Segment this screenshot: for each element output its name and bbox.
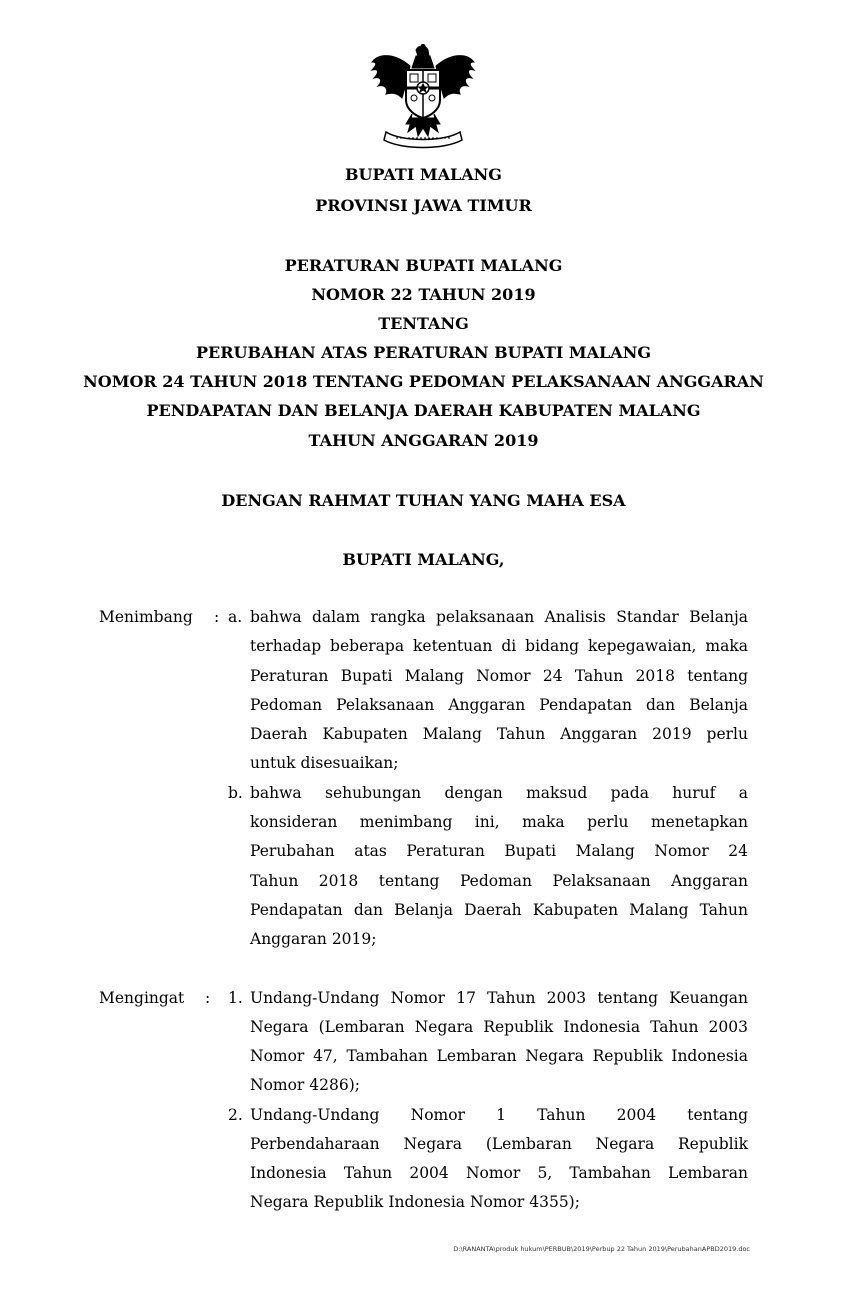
menimbang-label: Menimbang (99, 608, 193, 626)
menimbang-marker-a: a. (228, 608, 243, 626)
mengingat-2-line: Perbendaharaan Negara (Lembaran Negara Republik (250, 1135, 748, 1153)
preamble-bupati: BUPATI MALANG, (342, 550, 505, 569)
mengingat-1-line: Undang-Undang Nomor 17 Tahun 2003 tentang Keuangan (250, 989, 748, 1007)
menimbang-a-line: bahwa dalam rangka pelaksanaan Analisis Standar Belanja (250, 608, 748, 626)
garuda-pancasila-emblem-icon (366, 44, 480, 152)
mengingat-1-line: Nomor 4286); (250, 1076, 360, 1094)
title-subject-line3: TAHUN ANGGARAN 2019 (308, 431, 539, 450)
mengingat-label: Mengingat (99, 989, 185, 1007)
title-tentang: TENTANG (378, 314, 469, 333)
menimbang-a-line: untuk disesuaikan; (250, 754, 399, 772)
menimbang-b-line: Tahun 2018 tentang Pedoman Pelaksanaan Anggaran (250, 872, 748, 890)
menimbang-b-line: Perubahan atas Peraturan Bupati Malang Nomor 24 (250, 842, 748, 860)
file-path-footer: D:\RANANTA\produk hukum\PERBUB\2019\Perbup 22 Tahun 2019\PerubahanAPBD2019.doc (453, 1245, 750, 1253)
mengingat-2-line: Indonesia Tahun 2004 Nomor 5, Tambahan Lembaran (250, 1164, 748, 1182)
mengingat-colon: : (205, 989, 211, 1007)
title-subject-line2: PENDAPATAN DAN BELANJA DAERAH KABUPATEN MALANG (146, 401, 701, 420)
mengingat-marker-2: 2. (228, 1106, 243, 1124)
mengingat-1-line: Nomor 47, Tambahan Lembaran Negara Republik Indonesia (250, 1047, 748, 1065)
title-nomor: NOMOR 22 TAHUN 2019 (311, 285, 536, 304)
preamble-rahmat: DENGAN RAHMAT TUHAN YANG MAHA ESA (221, 491, 626, 510)
menimbang-colon: : (214, 608, 220, 626)
mengingat-1-line: Negara (Lembaran Negara Republik Indonesia Tahun 2003 (250, 1018, 748, 1036)
heading-provinsi: PROVINSI JAWA TIMUR (315, 196, 532, 215)
menimbang-a-line: Peraturan Bupati Malang Nomor 24 Tahun 2018 tentang (250, 667, 748, 685)
menimbang-a-line: Pedoman Pelaksanaan Anggaran Pendapatan dan Belanja (250, 696, 748, 714)
menimbang-marker-b: b. (228, 784, 243, 802)
menimbang-b-line: Anggaran 2019; (250, 930, 377, 948)
menimbang-a-line: terhadap beberapa ketentuan di bidang kepegawaian, maka (250, 637, 748, 655)
mengingat-marker-1: 1. (228, 989, 243, 1007)
menimbang-a-line: Daerah Kabupaten Malang Tahun Anggaran 2019 perlu (250, 725, 748, 743)
menimbang-b-line: Pendapatan dan Belanja Daerah Kabupaten Malang Tahun (250, 901, 748, 919)
menimbang-b-line: bahwa sehubungan dengan maksud pada huruf a (250, 784, 748, 802)
heading-bupati: BUPATI MALANG (345, 165, 502, 184)
title-peraturan: PERATURAN BUPATI MALANG (284, 256, 563, 275)
mengingat-2-line: Undang-Undang Nomor 1 Tahun 2004 tentang (250, 1106, 748, 1124)
title-subject-line1: NOMOR 24 TAHUN 2018 TENTANG PEDOMAN PELAKSANAAN ANGGARAN (83, 372, 764, 391)
title-perubahan: PERUBAHAN ATAS PERATURAN BUPATI MALANG (196, 343, 651, 362)
mengingat-2-line: Negara Republik Indonesia Nomor 4355); (250, 1193, 580, 1211)
menimbang-b-line: konsideran menimbang ini, maka perlu menetapkan (250, 813, 748, 831)
